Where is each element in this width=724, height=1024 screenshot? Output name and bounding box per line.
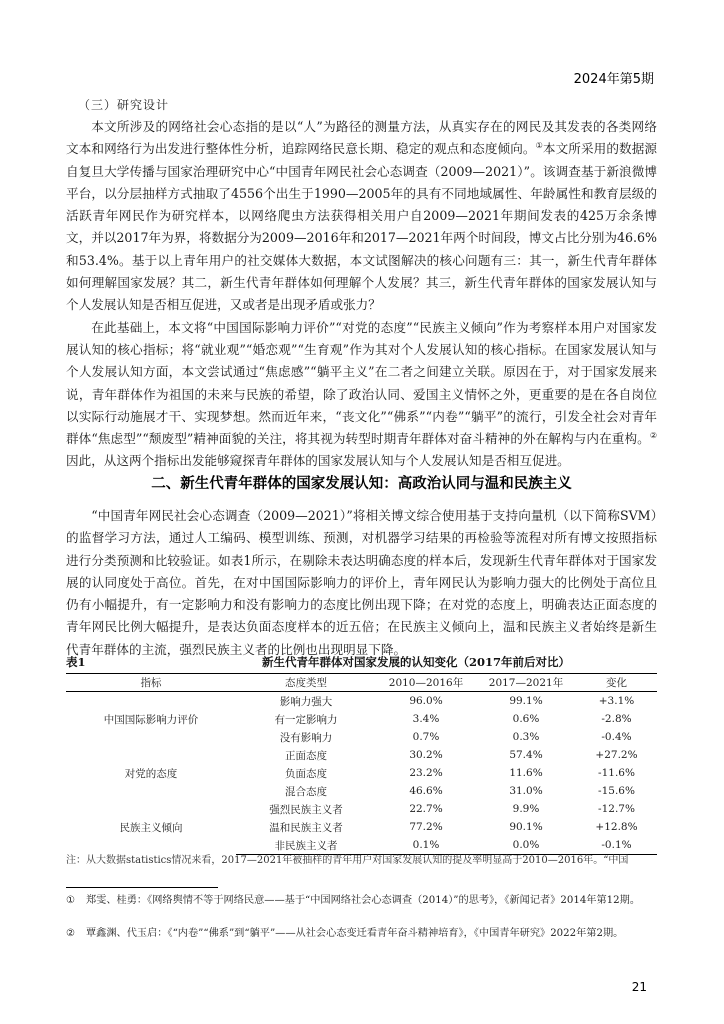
body-paragraph (66, 116, 657, 317)
table-row (66, 746, 657, 764)
value-cell: 0.1% (376, 836, 476, 855)
type-cell: 负面态度 (285, 767, 327, 780)
change-cell: -15.6% (598, 785, 635, 797)
value-cell: 46.6% (409, 785, 443, 797)
change-cell: +3.1% (598, 695, 635, 707)
footnote-mark: ② (649, 430, 657, 440)
type-cell: 温和民族主义者 (269, 821, 343, 834)
value-cell: 90.1% (509, 821, 543, 833)
change-cell: -2.8% (601, 713, 632, 725)
change-cell: +12.8% (595, 821, 638, 833)
column-header: 2017—2021年 (476, 674, 576, 692)
value-cell: 3.4% (412, 713, 440, 725)
type-cell: 非民族主义者 (236, 836, 376, 855)
table-title: 新生代青年群体对国家发展的认知变化（2017年前后对比） (262, 655, 571, 669)
value-cell: 30.2% (409, 749, 443, 761)
body-paragraph: “中国青年网民社会心态调查（2009—2021）”将相关博文综合使用基于支持向量机（以下简称SVM）的监督学习方法，通过人工编码、模型训练、预测，对机器学习结果的再检验等流程对所有博文按照指标进行分类预测和比较验证。如表1所示，在剔除未表达明确态度的样本后，发现新生代青年群体对于国家发展的认同度处于高位。首先，在对中国国际影响力的评价上，青年网民认为影响力强大的比例处于高位且仍有小幅提升，有一定影响力和没有影响力的态度比例出现下降；在对党的态度上，明确表达正面态度的青年网民比例大幅提升，是表达负面态度样本的近五倍；在民族主义倾向上，温和民族主义者始终是新生代青年群体的主流，强烈民族主义者的比例也出现明显下降。 (66, 508, 657, 657)
type-cell: 没有影响力 (279, 731, 333, 744)
footnote-number: ① (66, 895, 76, 906)
table-row (66, 692, 657, 711)
body-text-block (66, 116, 657, 473)
column-header: 态度类型 (236, 674, 376, 692)
type-cell: 影响力强大 (279, 695, 333, 708)
change-cell: -11.6% (598, 767, 635, 779)
footnote-text: 覃鑫渊、代玉启：《“内卷”“佛系”到“躺平”——从社会心态变迁看青年奋斗精神培育》，《中国青年研究》2022年第2期。 (86, 928, 624, 939)
indicator-cell: 中国国际影响力评价 (103, 713, 199, 726)
change-cell: +27.2% (595, 749, 638, 761)
table-note: 注：从大数据statistics情况来看，2017—2021年被抽样的青年用户对国家发展认知的提及率明显高于2010—2016年。“中国 (66, 855, 629, 866)
body-paragraph (66, 317, 657, 473)
page-number: 21 (631, 980, 647, 994)
paragraph-text: 在此基础上，本文将“中国国际影响力评价”“对党的态度”“民族主义倾向”作为考察样本用户对国家发展认知的核心指标；将“就业观”“婚恋观”“生育观”作为其对个人发展认知的核心指标。在国家发展认知与个人发展认知方面，本文尝试通过“焦虑感”“躺平主义”在二者之间建立关联。原因在于，对于国家发展来说，青年群体作为祖国的未来与民族的希望，除了政治认同、爱国主义情怀之外，更重要的是在各自岗位以实际行动施展才干、实现梦想。然而近年来，“丧文化”“佛系”“内卷”“躺平”的流行，引发全社会对青年群体“焦虑型”“颓废型”精神面貌的关注，将其视为转型时期青年群体对奋斗精神的外在解构与内在重构。 (66, 319, 657, 447)
subsection-title: （三）研究设计 (78, 98, 170, 112)
footnote-mark: ① (535, 141, 543, 151)
table-header-row (66, 674, 657, 692)
change-cell: -12.7% (598, 803, 635, 815)
value-cell: 96.0% (409, 695, 443, 707)
value-cell: 23.2% (409, 767, 443, 779)
indicator-cell: 对党的态度 (124, 767, 178, 780)
table-row (66, 800, 657, 818)
type-cell: 强烈民族主义者 (269, 803, 343, 816)
footnote (66, 893, 657, 909)
value-cell: 77.2% (409, 821, 443, 833)
table-label: 表1 (66, 655, 86, 669)
change-cell: -0.4% (601, 731, 632, 743)
value-cell: 0.7% (412, 731, 440, 743)
value-cell: 0.0% (476, 836, 576, 855)
value-cell: 99.1% (509, 695, 543, 707)
value-cell: 57.4% (509, 749, 543, 761)
value-cell: 31.0% (509, 785, 543, 797)
type-cell: 正面态度 (285, 749, 327, 762)
data-table (66, 673, 657, 855)
footnote-text: 郑雯、桂勇：《网络舆情不等于网络民意——基于“中国网络社会心态调查（2014）”的思考》，《新闻记者》2014年第12期。 (86, 895, 641, 906)
paragraph-text: 因此，从这两个指标出发能够窥探青年群体的国家发展认知与个人发展认知是否相互促进。 (66, 453, 570, 469)
column-header: 指标 (66, 674, 236, 692)
section-body (66, 505, 657, 661)
section-heading: 二、新生代青年群体的国家发展认知：高政治认同与温和民族主义 (151, 476, 572, 492)
indicator-cell: 民族主义倾向 (119, 821, 183, 834)
value-cell: 22.7% (409, 803, 443, 815)
column-header: 2010—2016年 (376, 674, 476, 692)
value-cell: 9.9% (512, 803, 540, 815)
footnote-number: ② (66, 928, 76, 939)
running-header: 2024年第5期 (573, 72, 654, 87)
value-cell: 0.3% (512, 731, 540, 743)
type-cell: 混合态度 (285, 785, 327, 798)
paragraph-text: 本文所采用的数据源自复旦大学传播与国家治理研究中心“中国青年网民社会心态调查（2009—2021）”。该调查基于新浪微博平台，以分层抽样方式抽取了4556个出生于1990—2005年的具有不同地域属性、年龄属性和教育层级的活跃青年网民作为研究样本，以网络爬虫方法获得相关用户自2009—2021年期间发表的425万余条博文，并以2017年为界，将数据分为2009—2016年和2017—2021年两个时间段，博文占比分别为46.6%和53.4%。基于以上青年用户的社交媒体大数据，本文试图解决的核心问题有三：其一，新生代青年群体如何理解国家发展？其二，新生代青年群体如何理解个人发展？其三，新生代青年群体的国家发展认知与个人发展认知是否相互促进，又或者是出现矛盾或张力？ (66, 141, 658, 313)
footnote (66, 926, 657, 942)
value-cell: 11.6% (509, 767, 543, 779)
column-header: 变化 (576, 674, 657, 692)
paragraph-text: 本文所涉及的网络社会心态指的是以“人”为路径的测量方法，从真实存在的网民及其发表的各类网络文本和网络行为出发进行整体性分析，追踪网络民意长期、稳定的观点和态度倾向。 (66, 119, 657, 157)
type-cell: 有一定影响力 (274, 713, 338, 726)
footnote-divider (66, 887, 218, 888)
change-cell: -0.1% (576, 836, 657, 855)
value-cell: 0.6% (512, 713, 540, 725)
